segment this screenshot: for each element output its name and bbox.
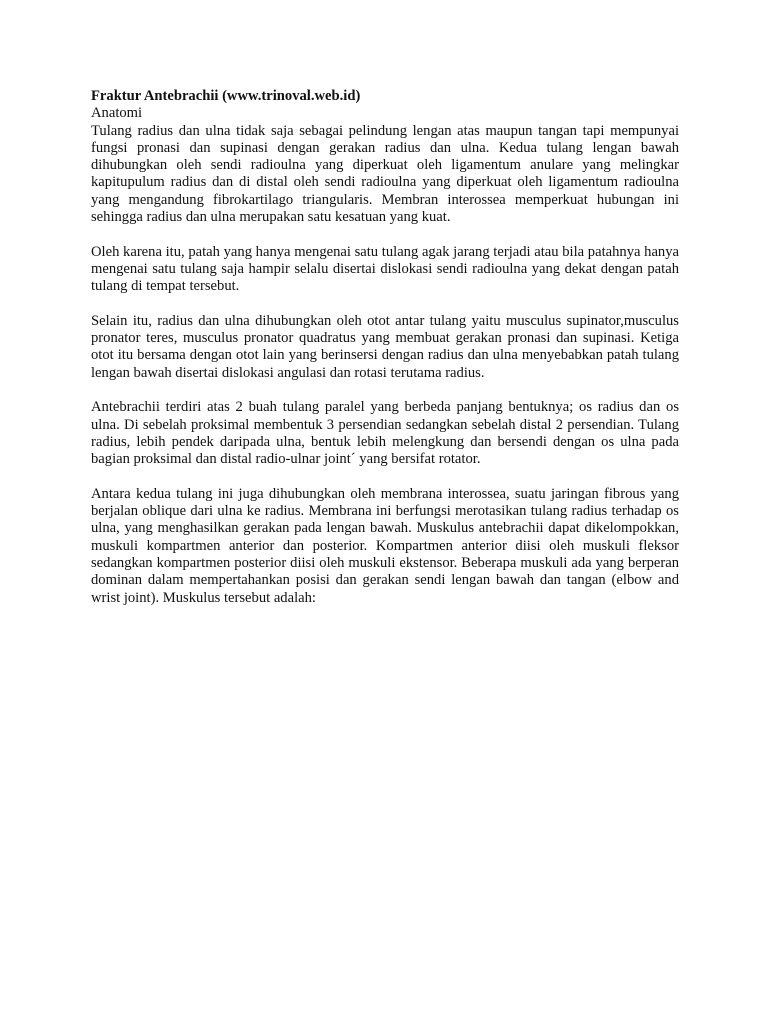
document-title: Fraktur Antebrachii (www.trinoval.web.id) xyxy=(91,88,361,104)
document-page xyxy=(91,88,679,624)
paragraph-5: Antara kedua tulang ini juga dihubungkan oleh membrana interossea, suatu jaringan fibrous yang berjalan oblique dari ulna ke radius. Membrana ini berfungsi merotasikan tulang radius terhadap os ulna, yang menghasilkan gerakan pada lengan bawah. Muskulus antebrachii dapat dikelompokkan, muskuli kompartmen anterior dan posterior. Kompartmen anterior diisi oleh muskuli fleksor sedangkan kompartmen posterior diisi oleh muskuli ekstensor. Beberapa muskuli ada yang berperan dominan dalam mempertahankan posisi dan gerakan sendi lengan bawah dan tangan (elbow and wrist joint). Muskulus tersebut adalah: xyxy=(91,485,679,606)
paragraph-4: Antebrachii terdiri atas 2 buah tulang paralel yang berbeda panjang bentuknya; os radius dan os ulna. Di sebelah proksimal membentuk 3 persendian sedangkan sebelah distal 2 persendian. Tulang radius, lebih pendek daripada ulna, bentuk lebih melengkung dan bersendi dengan os ulna pada bagian proksimal dan distal radio-ulnar joint´ yang bersifat rotator. xyxy=(91,399,679,468)
paragraph-2: Oleh karena itu, patah yang hanya mengenai satu tulang agak jarang terjadi atau bila patahnya hanya mengenai satu tulang saja hampir selalu disertai dislokasi sendi radioulna yang dekat dengan patah tulang di tempat tersebut. xyxy=(91,243,679,295)
section-heading-anatomi: Anatomi xyxy=(91,105,143,122)
paragraph-1: Tulang radius dan ulna tidak saja sebagai pelindung lengan atas maupun tangan tapi mempunyai fungsi pronasi dan supinasi dengan gerakan radius dan ulna. Kedua tulang lengan bawah dihubungkan oleh sendi radioulna yang diperkuat oleh ligamentum anulare yang melingkar kapitupulum radius dan di distal oleh sendi radioulna yang diperkuat oleh ligamentum radioulna yang mengandung fibrokartilago triangularis. Membran interossea memperkuat hubungan ini sehingga radius dan ulna merupakan satu kesatuan yang kuat. xyxy=(91,122,679,226)
paragraph-3: Selain itu, radius dan ulna dihubungkan oleh otot antar tulang yaitu musculus supinator,musculus pronator teres, musculus pronator quadratus yang membuat gerakan pronasi dan supinasi. Ketiga otot itu bersama dengan otot lain yang berinsersi dengan radius dan ulna menyebabkan patah tulang lengan bawah disertai dislokasi angulasi dan rotasi terutama radius. xyxy=(91,312,679,381)
